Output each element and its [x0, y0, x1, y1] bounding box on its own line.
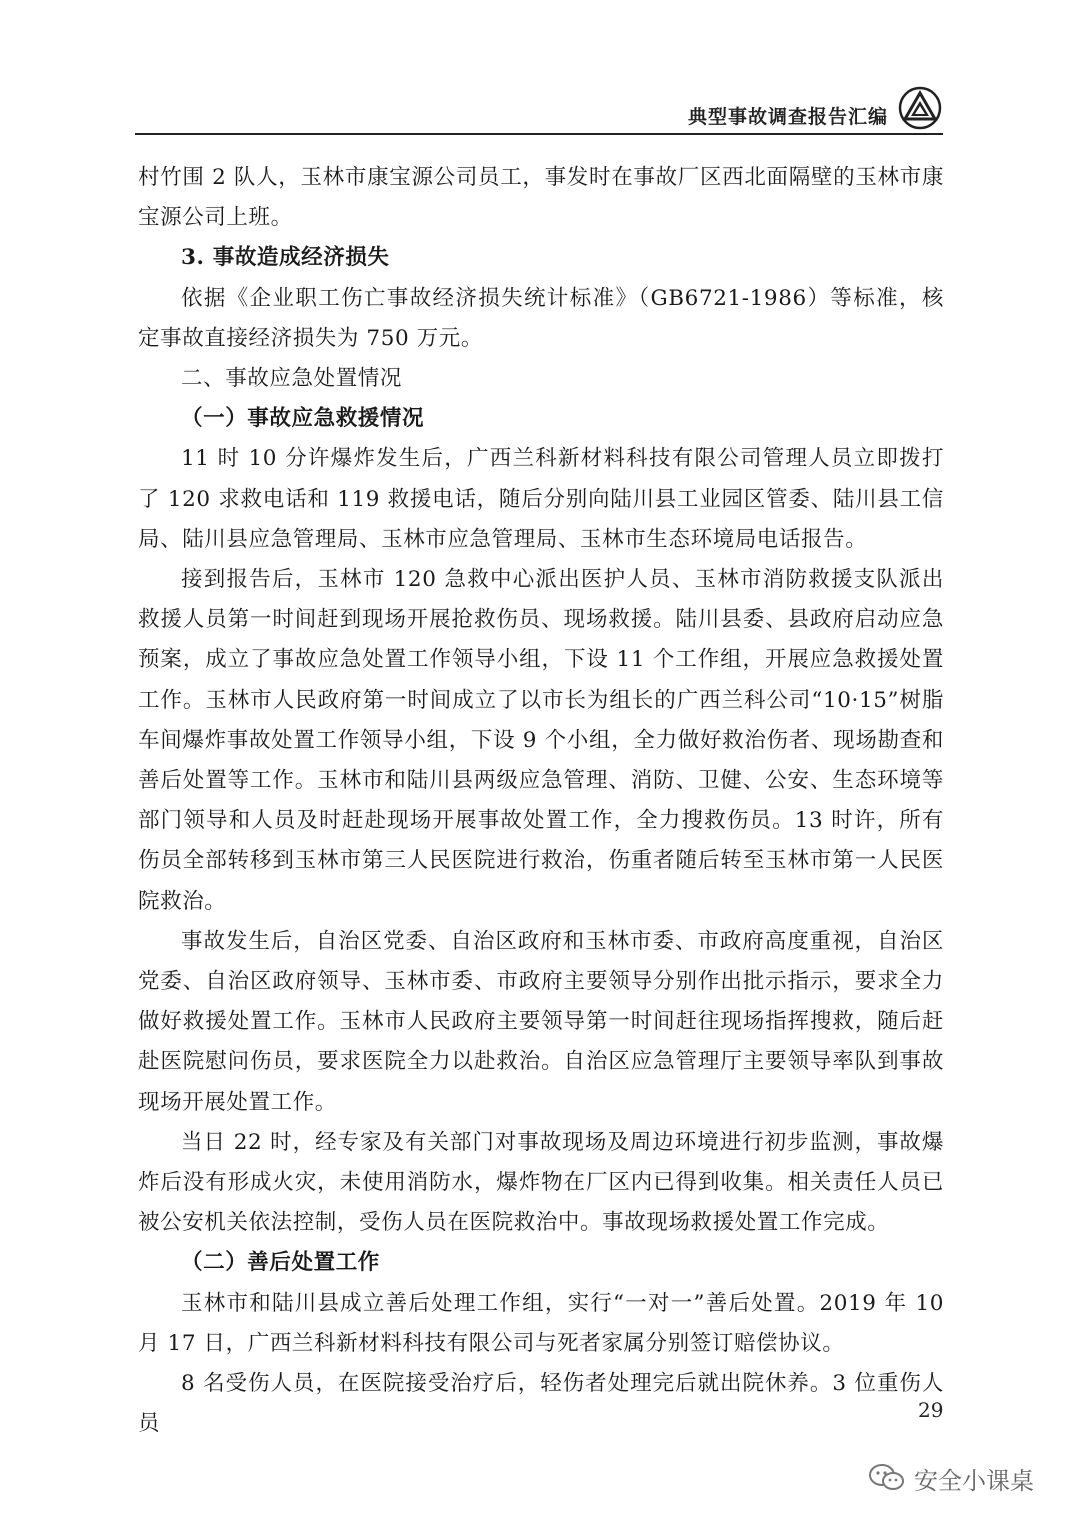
subsection-heading-aftermath: （二）善后处置工作: [181, 1250, 380, 1276]
paragraph-continued: 村竹围 2 队人，玉林市康宝源公司员工，事发时在事故厂区西北面隔壁的玉林市康宝源公司上班。: [138, 165, 944, 231]
page-number: 29: [918, 1398, 944, 1422]
paragraph-rescue-2: 接到报告后，玉林市 120 急救中心派出医护人员、玉林市消防救援支队派出救援人员第一时间赶到现场开展抢救伤员、现场救援。陆川县委、县政府启动应急预案，成立了事故应急处置工作领导小组，下设 11 个工作组，开展应急救援处置工作。玉林市人民政府第一时间成立了以市长为组长的广西兰科公司“10·15”树脂车间爆炸事故处置工作领导小组，下设 9 个小组，全力做好救治伤者、现场勘查和善后处置等工作。玉林市和陆川县两级应急管理、消防、卫健、公安、生态环境等部门领导和人员及时赶赴现场开展事故处置工作，全力搜救伤员。13 时许，所有伤员全部转移到玉林市第三人民医院进行救治，伤重者随后转至玉林市第一人民医院救治。: [138, 567, 944, 914]
header-title: 典型事故调查报告汇编: [687, 106, 888, 128]
page-header: [0, 0, 1080, 140]
wechat-icon: [868, 1463, 906, 1493]
paragraph-rescue-4: 当日 22 时，经专家及有关部门对事故现场及周边环境进行初步监测，事故爆炸后没有形成火灾，未使用消防水，爆炸物在厂区内已得到收集。相关责任人员已被公安机关依法控制，受伤人员在医院救治中。事故现场救援处置工作完成。: [138, 1129, 944, 1236]
header-rule: [135, 133, 943, 135]
paragraph-rescue-1: 11 时 10 分许爆炸发生后，广西兰科新材料科技有限公司管理人员立即拨打了 120 求救电话和 119 救援电话，随后分别向陆川县工业园区管委、陆川县工信局、陆川县应急管理局、玉林市应急管理局、玉林市生态环境局电话报告。: [138, 446, 944, 552]
watermark: [868, 1460, 1034, 1496]
paragraph-aftermath-2: 8 名受伤人员，在医院接受治疗后，轻伤者处理完后就出院休养。3 位重伤人员: [138, 1371, 944, 1437]
section-heading-economic-loss: 3. 事故造成经济损失: [181, 245, 390, 271]
document-body: [138, 158, 944, 1445]
paragraph-aftermath-1: 玉林市和陆川县成立善后处理工作组，实行“一对一”善后处置。2019 年 10 月 17 日，广西兰科新材料科技有限公司与死者家属分别签订赔偿协议。: [138, 1290, 944, 1356]
watermark-text: 安全小课桌: [914, 1466, 1034, 1495]
paragraph-economic-loss: 依据《企业职工伤亡事故经济损失统计标准》（GB6721-1986）等标准，核定事故直接经济损失为 750 万元。: [138, 285, 944, 351]
subsection-heading-rescue: （一）事故应急救援情况: [181, 406, 425, 432]
section-heading-emergency: 二、事故应急处置情况: [181, 366, 403, 392]
triangle-emblem-icon: [898, 86, 942, 130]
paragraph-rescue-3: 事故发生后，自治区党委、自治区政府和玉林市委、市政府高度重视，自治区党委、自治区政府领导、玉林市委、市政府主要领导分别作出批示指示，要求全力做好救援处置工作。玉林市人民政府主要领导第一时间赶往现场指挥搜救，随后赶赴医院慰问伤员，要求医院全力以赴救治。自治区应急管理厅主要领导率队到事故现场开展处置工作。: [138, 928, 944, 1115]
